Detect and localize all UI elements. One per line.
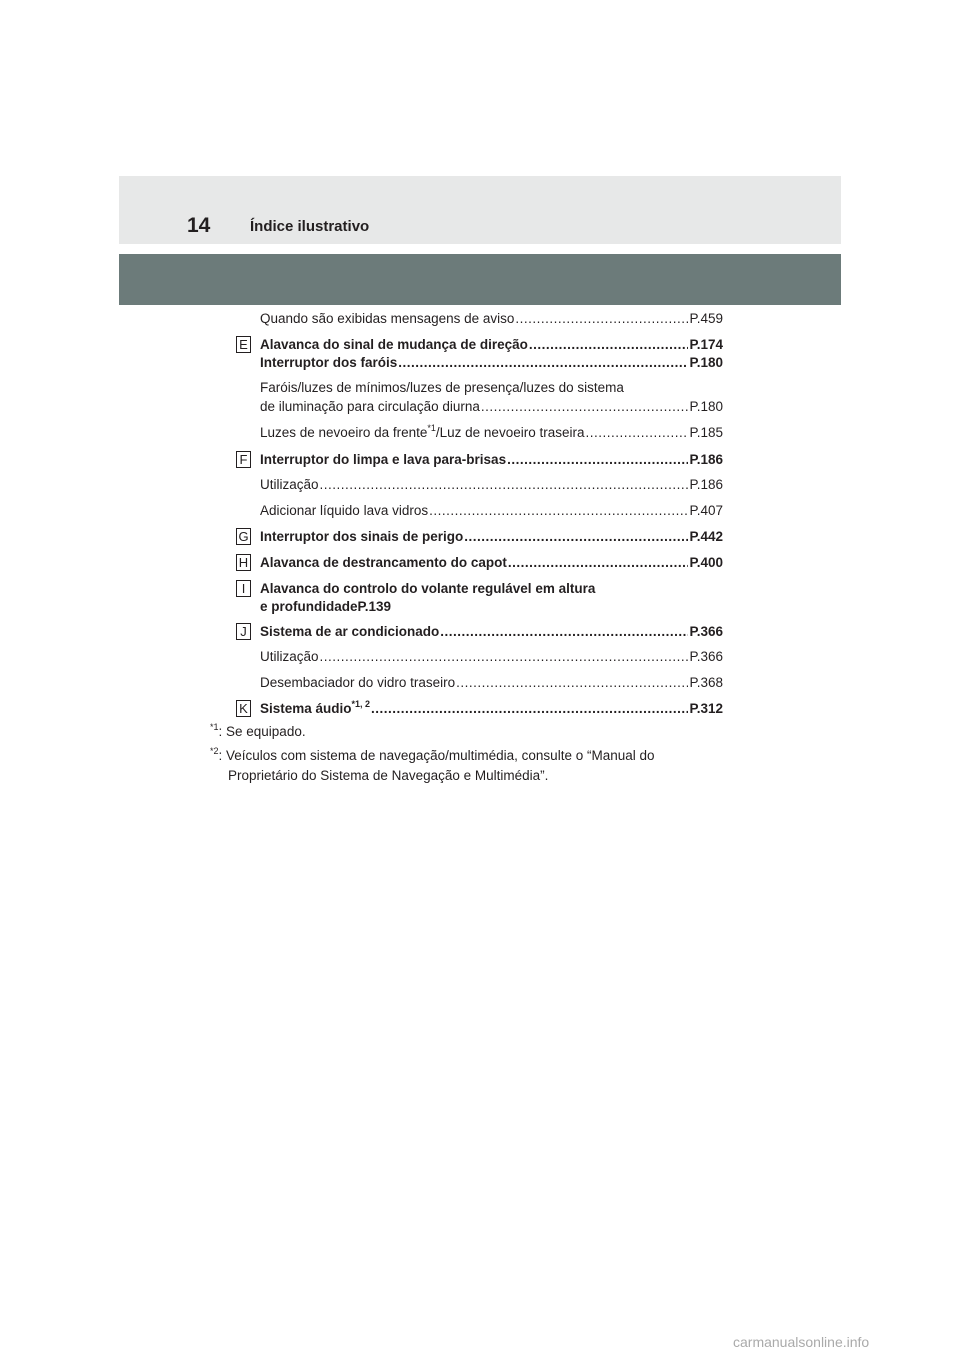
index-entry: Utilização ..... P.186	[260, 476, 723, 494]
index-entry: Quando são exibidas mensagens de aviso ..... P.459	[260, 310, 723, 328]
leader-dots	[507, 451, 688, 469]
footnote-2: $^{*2}$: Veículos com sistema de navegação/multimédia, consulte o “Manual do Proprietário do Sistema de Navegação e Multimédia”.	[210, 746, 655, 783]
index-entry: Sistema áudio$^{*1, 2}$ ..... P.312	[260, 700, 723, 718]
footnote-mark: *1	[427, 423, 436, 433]
section-title: Índice ilustrativo	[250, 218, 370, 235]
leader-dots	[320, 648, 689, 666]
footnote-1: $^{*1}$: Se equipado.	[210, 722, 306, 739]
section-banner	[119, 254, 841, 305]
leader-dots	[464, 528, 688, 546]
item-letter-i: I	[236, 580, 251, 597]
leader-dots	[320, 476, 689, 494]
page-reference: P.312	[689, 701, 723, 716]
watermark: carmanualsonline.info	[733, 1334, 870, 1350]
page-reference: P.180	[689, 399, 723, 414]
item-letter-e: E	[236, 336, 251, 353]
index-entry: Desembaciador do vidro traseiro ..... P.368	[260, 674, 723, 692]
leader-dots	[429, 502, 688, 520]
header-band	[119, 176, 841, 244]
page-reference: P.407	[689, 503, 723, 518]
index-entry: Luzes de nevoeiro da frente$^{*1}$/Luz de nevoeiro traseira ..... P.185	[260, 424, 723, 442]
item-letter-h: H	[236, 554, 251, 571]
leader-dots	[440, 623, 688, 641]
page-reference: P.366	[689, 649, 723, 664]
page-reference: P.186	[689, 452, 723, 467]
page-reference: P.174	[689, 337, 723, 352]
item-letter-f: F	[236, 451, 251, 468]
footnote-mark: *1, 2	[351, 699, 371, 709]
leader-dots	[398, 354, 688, 372]
page-reference: P.400	[689, 555, 723, 570]
page-reference: P.459	[689, 311, 723, 326]
index-entry: Sistema de ar condicionado ..... P.366	[260, 623, 723, 641]
leader-dots	[529, 336, 689, 354]
item-letter-j: J	[236, 623, 251, 640]
index-entry: Alavanca de destrancamento do capot ..... P.400	[260, 554, 723, 572]
index-entry-line1: Faróis/luzes de mínimos/luzes de presença/luzes do sistema	[260, 380, 624, 395]
index-entry: Alavanca do sinal de mudança de direção ..... P.174	[260, 336, 723, 354]
item-letter-g: G	[236, 528, 251, 545]
page-reference: P.185	[689, 425, 723, 440]
index-entry-line2: e profundidadeP.139	[260, 599, 392, 614]
leader-dots	[456, 674, 688, 692]
page-reference: P.368	[689, 675, 723, 690]
index-entry: Utilização ..... P.366	[260, 648, 723, 666]
leader-dots	[585, 424, 688, 442]
page-reference: P.186	[689, 477, 723, 492]
leader-dots	[508, 554, 689, 572]
index-entry: Interruptor dos sinais de perigo ..... P.442	[260, 528, 723, 546]
index-entry-line1: Alavanca do controlo do volante regulável em altura	[260, 581, 596, 596]
leader-dots	[515, 310, 688, 328]
page-number: 14	[187, 214, 211, 237]
leader-dots	[481, 398, 689, 416]
page-reference: P.442	[689, 529, 723, 544]
item-letter-k: K	[236, 700, 251, 717]
leader-dots	[371, 700, 688, 718]
page-reference: P.180	[689, 355, 723, 370]
page-reference: P.366	[689, 624, 723, 639]
index-entry: Interruptor dos faróis ..... P.180	[260, 354, 723, 372]
index-entry: Adicionar líquido lava vidros ..... P.407	[260, 502, 723, 520]
index-entry: de iluminação para circulação diurna ..... P.180	[260, 398, 723, 416]
index-entry: Interruptor do limpa e lava para-brisas ..... P.186	[260, 451, 723, 469]
